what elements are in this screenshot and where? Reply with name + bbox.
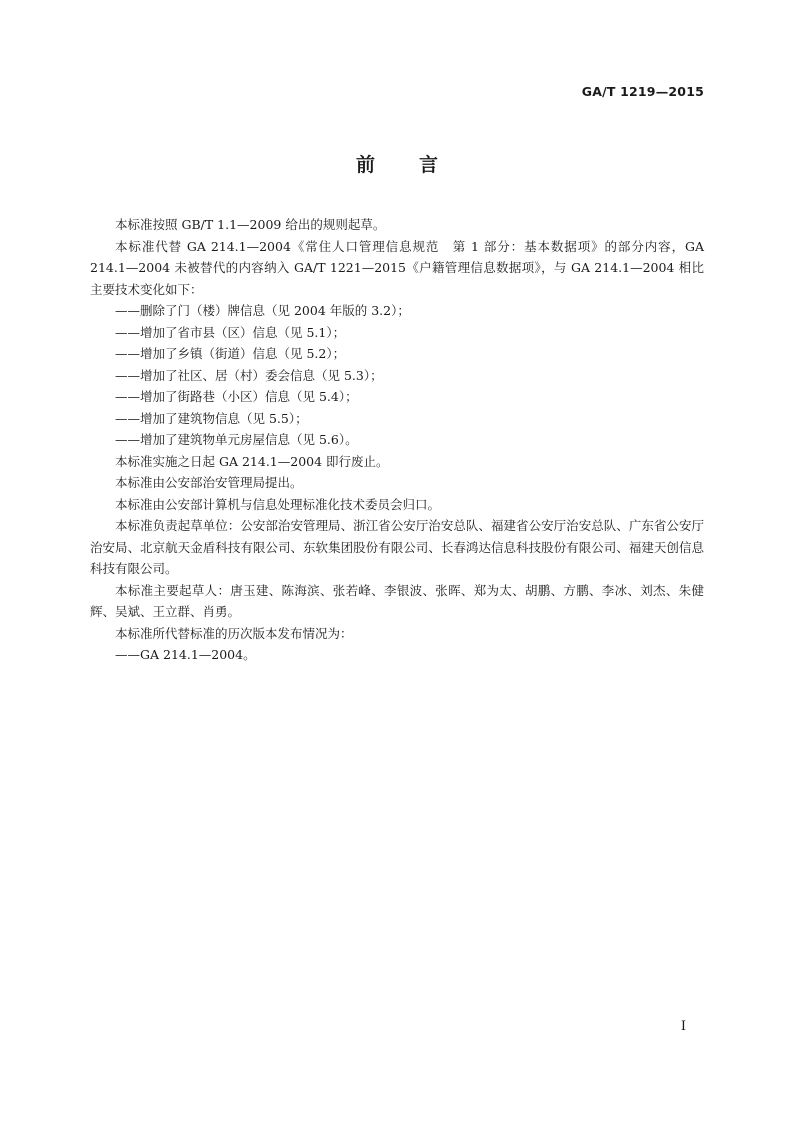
change-item: ——增加了省市县（区）信息（见 5.1）； — [115, 324, 346, 340]
change-item: ——增加了乡镇（街道）信息（见 5.2）； — [115, 346, 346, 361]
paragraph-history-intro: 本标准所代替标准的历次版本发布情况为： — [115, 625, 353, 641]
history-item: ——GA 214.1—2004。 — [115, 647, 256, 662]
paragraph-abolition: 本标准实施之日起 GA 214.1—2004 即行废止。 — [115, 453, 389, 469]
page-number: I — [680, 1019, 686, 1034]
paragraph-drafting-units: 本标准负责起草单位：公安部治安管理局、浙江省公安厅治安总队、福建省公安厅治安总队、广东省公安厅治安局、北京航天金盾科技有限公司、东软集团股份有限公司、长春鸿达信息科技股份有限公司、福建天创信息科技有限公司。 — [90, 518, 704, 576]
foreword-body — [90, 214, 704, 666]
change-item: ——增加了社区、居（村）委会信息（见 5.3）； — [115, 367, 383, 383]
change-item: ——增加了建筑物信息（见 5.5）； — [115, 410, 308, 426]
change-item: ——增加了建筑物单元房屋信息（见 5.6）。 — [115, 432, 358, 447]
paragraph-drafters: 本标准主要起草人：唐玉建、陈海滨、张若峰、李银波、张晖、郑为太、胡鹏、方鹏、李冰、刘杰、朱健辉、吴斌、王立群、肖勇。 — [90, 582, 704, 619]
change-item: ——增加了街路巷（小区）信息（见 5.4）； — [115, 389, 358, 404]
standard-code: GA/T 1219—2015 — [581, 84, 704, 99]
change-item: ——删除了门（楼）牌信息（见 2004 年版的 3.2）； — [115, 303, 410, 318]
paragraph-drafting-rules: 本标准按照 GB/T 1.1—2009 给出的规则起草。 — [115, 217, 386, 232]
paragraph-proposer: 本标准由公安部治安管理局提出。 — [115, 475, 303, 490]
paragraph-custodian: 本标准由公安部计算机与信息处理标准化技术委员会归口。 — [115, 496, 441, 512]
paragraph-replacement: 本标准代替 GA 214.1—2004《常住人口管理信息规范 第 1 部分：基本数据项》的部分内容，GA 214.1—2004 未被替代的内容纳入 GA/T 1221—2015《户籍管理信息数据项》，与 GA 214.1—2004 相比主要技术变化如下： — [90, 238, 704, 297]
section-title: 前言 — [355, 154, 482, 176]
